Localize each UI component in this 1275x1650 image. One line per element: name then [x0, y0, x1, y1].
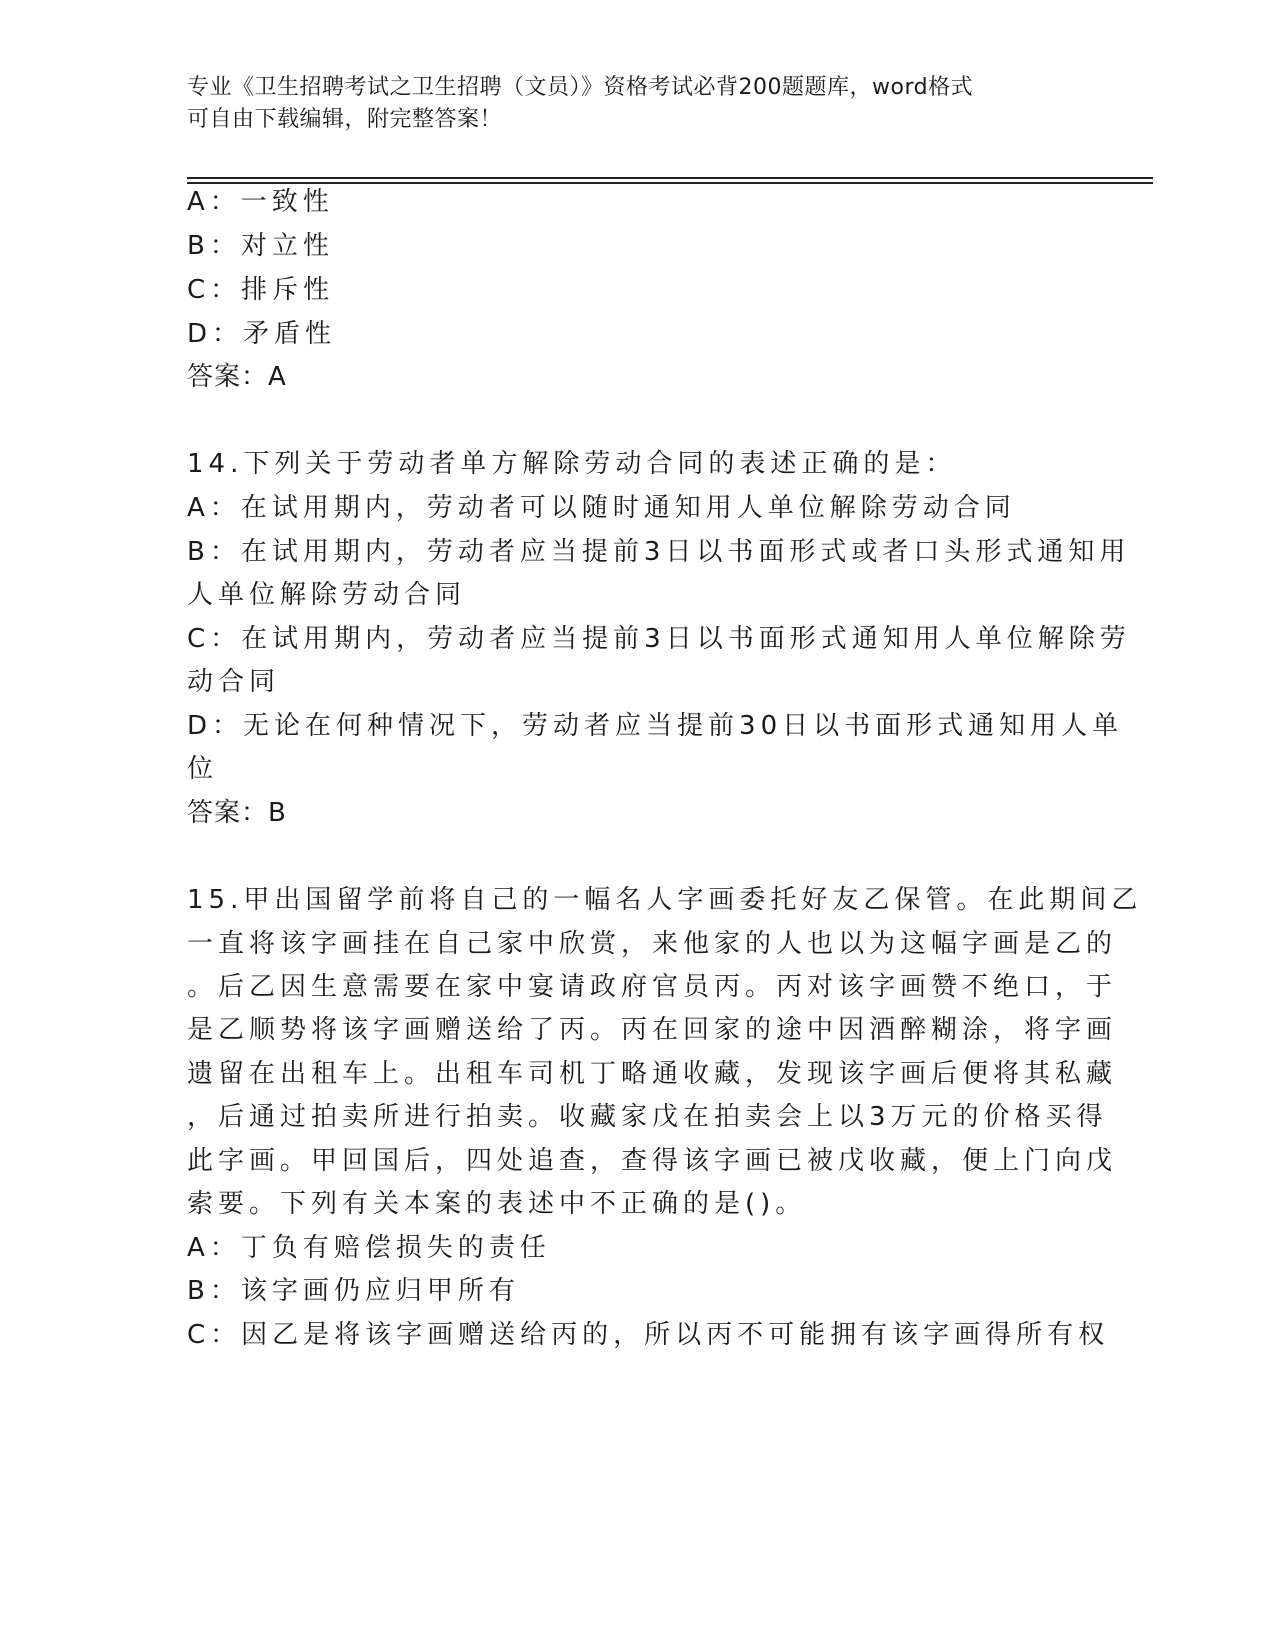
q14-option-d-line-1: D：无论在何种情况下，劳动者应当提前30日以书面形式通知用人单 — [187, 711, 1124, 741]
q15-stem-line-1: 15.甲出国留学前将自己的一幅名人字画委托好友乙保管。在此期间乙 — [187, 885, 1143, 915]
q14-stem: 14.下列关于劳动者单方解除劳动合同的表述正确的是： — [187, 449, 957, 479]
document-header — [187, 72, 1087, 136]
q14-option-d-line-2: 位 — [187, 754, 219, 784]
q14-answer: 答案：B — [187, 798, 287, 828]
q13-option-d: D：矛盾性 — [187, 319, 337, 349]
q15-stem-line-5: 遗留在出租车上。出租车司机丁略通收藏，发现该字画后便将其私藏 — [187, 1059, 1118, 1089]
q13-option-c: C：排斥性 — [187, 275, 335, 305]
header-line-2: 可自由下载编辑，附完整答案！ — [187, 107, 503, 132]
q15-option-b: B：该字画仍应归甲所有 — [187, 1276, 520, 1306]
q15-option-a: A：丁负有赔偿损失的责任 — [187, 1233, 551, 1263]
q13-option-b: B：对立性 — [187, 231, 334, 261]
q15-stem-line-2: 一直将该字画挂在自己家中欣赏，来他家的人也以为这幅字画是乙的 — [187, 929, 1118, 959]
header-divider-bottom — [187, 182, 1153, 184]
q14-option-c-line-2: 动合同 — [187, 667, 281, 697]
q15-stem-line-3: 。后乙因生意需要在家中宴请政府官员丙。丙对该字画赞不绝口，于 — [187, 972, 1118, 1002]
q14-option-c-line-1: C：在试用期内，劳动者应当提前3日以书面形式通知用人单位解除劳 — [187, 624, 1131, 654]
q13-option-a: A：一致性 — [187, 187, 334, 217]
header-divider-top — [187, 177, 1153, 179]
q15-stem-line-7: 此字画。甲回国后，四处追查，查得该字画已被戊收藏，便上门向戊 — [187, 1146, 1118, 1176]
q13-answer: 答案：A — [187, 362, 287, 392]
q14-option-b-line-2: 人单位解除劳动合同 — [187, 580, 467, 610]
q15-stem-line-4: 是乙顺势将该字画赠送给了丙。丙在回家的途中因酒醉糊涂，将字画 — [187, 1015, 1118, 1045]
q15-stem-line-8: 索要。下列有关本案的表述中不正确的是()。 — [187, 1189, 807, 1219]
q14-option-b-line-1: B：在试用期内，劳动者应当提前3日以书面形式或者口头形式通知用 — [187, 537, 1131, 567]
q15-stem-line-6: ，后通过拍卖所进行拍卖。收藏家戊在拍卖会上以3万元的价格买得 — [187, 1102, 1108, 1132]
header-line-1: 专业《卫生招聘考试之卫生招聘（文员）》资格考试必背200题题库，word格式 — [187, 75, 974, 100]
q15-option-c: C：因乙是将该字画赠送给丙的，所以丙不可能拥有该字画得所有权 — [187, 1320, 1110, 1350]
q14-option-a: A：在试用期内，劳动者可以随时通知用人单位解除劳动合同 — [187, 493, 1016, 523]
